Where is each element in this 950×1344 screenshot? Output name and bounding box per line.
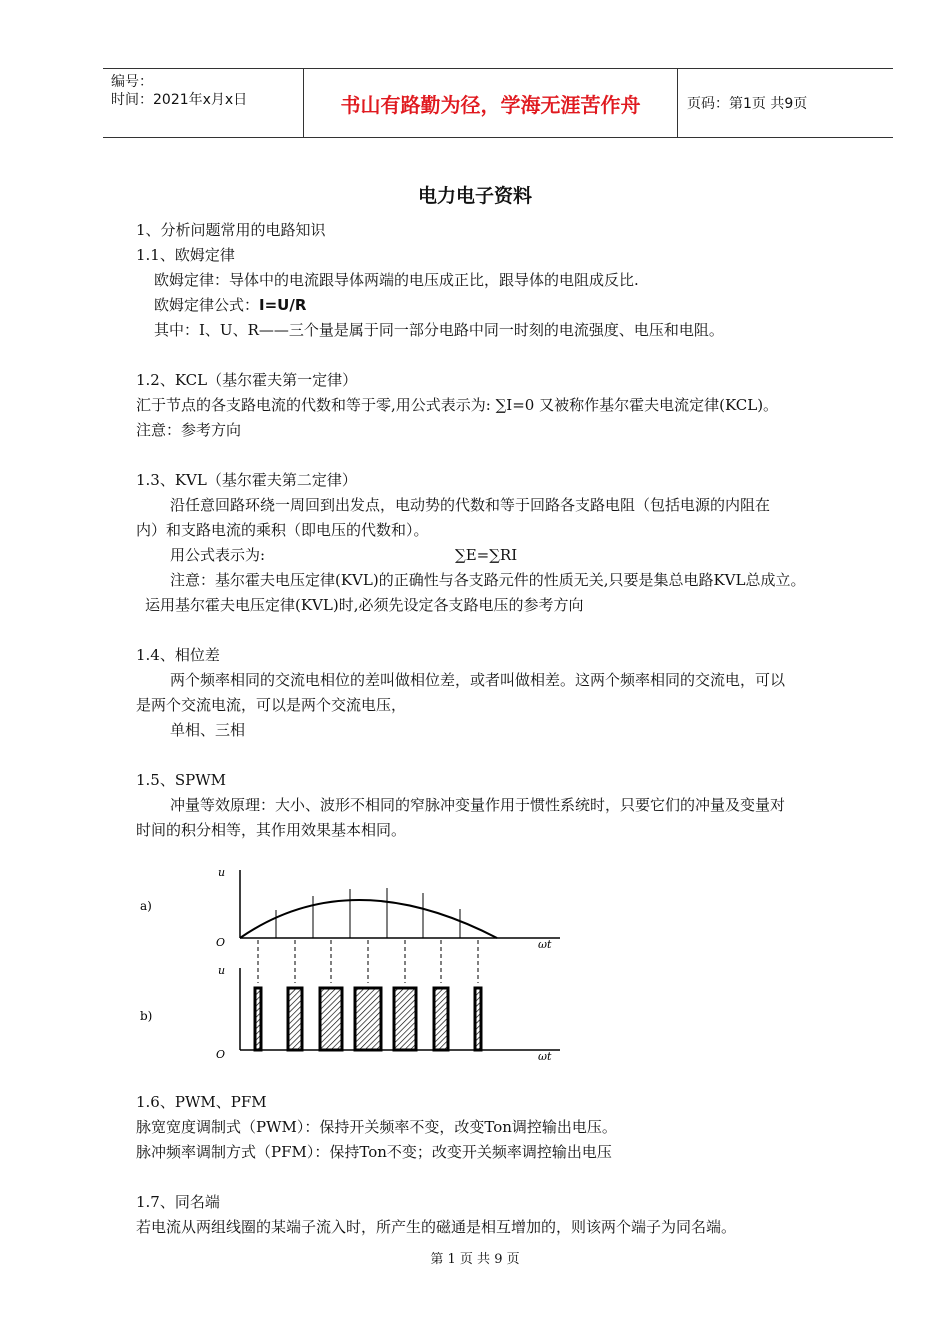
header-page-info: 页码：第1页 共9页 — [687, 96, 808, 112]
pwm-pulse — [355, 988, 381, 1050]
paragraph-line: 时间的积分相等，其作用效果基本相同。 — [136, 821, 407, 839]
axis-wt-label: ωt — [538, 1050, 552, 1063]
section-heading: 1.2、KCL（基尔霍夫第一定律） — [136, 371, 358, 389]
paragraph-line: 欧姆定律：导体中的电流跟导体两端的电压成正比，跟导体的电阻成反比. — [154, 271, 639, 289]
section-heading: 1、分析问题常用的电路知识 — [136, 221, 326, 239]
figure-label-a: a) — [140, 899, 152, 913]
pwm-pulse — [255, 988, 261, 1050]
figure-label-b: b) — [140, 1009, 153, 1023]
pwm-pulses — [255, 988, 481, 1050]
header-divider — [677, 69, 678, 137]
section-heading: 1.7、同名端 — [136, 1193, 220, 1211]
paragraph-line: 其中：I、U、R——三个量是属于同一部分电路中同一时刻的电流强度、电压和电阻。 — [154, 321, 724, 339]
paragraph-line: 单相、三相 — [170, 721, 246, 739]
axis-origin-label: O — [216, 1048, 226, 1061]
header-motto: 书山有路勤为径，学海无涯苦作舟 — [340, 92, 641, 117]
paragraph-line: 运用基尔霍夫电压定律(KVL)时,必须先设定各支路电压的参考方向 — [145, 596, 584, 614]
axis-u-label: u — [218, 964, 226, 977]
formula-label: 欧姆定律公式： — [154, 296, 260, 314]
pwm-pulse — [320, 988, 342, 1050]
axis-wt-label: ωt — [538, 938, 552, 951]
pwm-pulse — [475, 988, 481, 1050]
paragraph-line: 沿任意回路环绕一周回到出发点，电动势的代数和等于回路各支路电阻（包括电源的内阻在 — [170, 496, 771, 514]
section-heading: 1.4、相位差 — [136, 646, 220, 664]
paragraph-line: 冲量等效原理：大小、波形不相同的窄脉冲变量作用于惯性系统时，只要它们的冲量及变量对 — [170, 796, 786, 814]
page-footer: 第 1 页 共 9 页 — [430, 1252, 520, 1267]
kvl-formula: ∑E=∑RI — [455, 546, 518, 564]
section-heading: 1.5、SPWM — [136, 771, 227, 789]
document-title: 电力电子资料 — [417, 185, 532, 207]
paragraph-line: 若电流从两组线圈的某端子流入时，所产生的磁通是相互增加的，则该两个端子为同名端。 — [136, 1218, 737, 1236]
pwm-pulse — [394, 988, 416, 1050]
axis-u-label: u — [218, 866, 226, 879]
page-header — [103, 68, 893, 138]
section-heading: 1.1、欧姆定律 — [136, 246, 235, 264]
section-heading: 1.6、PWM、PFM — [136, 1093, 267, 1111]
header-meta — [103, 69, 303, 137]
header-date: 时间：2021年x月x日 — [111, 92, 248, 108]
sine-halfwave — [240, 900, 497, 938]
pwm-pulse — [288, 988, 302, 1050]
paragraph-line: 是两个交流电流，可以是两个交流电压， — [136, 696, 407, 714]
formula-label: 用公式表示为: — [170, 546, 266, 564]
paragraph-line: 两个频率相同的交流电相位的差叫做相位差，或者叫做相差。这两个频率相同的交流电，可以 — [170, 671, 786, 689]
sample-lines — [276, 888, 460, 938]
paragraph-line: 脉宽宽度调制式（PWM）：保持开关频率不变，改变Ton调控输出电压。 — [136, 1118, 617, 1136]
formula-line — [154, 295, 306, 315]
spwm-diagram — [130, 860, 590, 1070]
paragraph-line: 内）和支路电流的乘积（即电压的代数和）。 — [136, 521, 429, 539]
pwm-pulse — [434, 988, 448, 1050]
axis-origin-label: O — [216, 936, 226, 949]
ohm-formula: I=U/R — [259, 296, 307, 314]
projection-lines — [258, 940, 478, 983]
paragraph-line: 注意：参考方向 — [136, 421, 242, 439]
header-code-label: 编号： — [111, 74, 153, 90]
paragraph-line: 汇于节点的各支路电流的代数和等于零,用公式表示为: ∑I=0 又被称作基尔霍夫电流定律(KCL)。 — [136, 396, 779, 414]
paragraph-line: 注意：基尔霍夫电压定律(KVL)的正确性与各支路元件的性质无关,只要是集总电路KVL总成立。 — [170, 571, 806, 589]
paragraph-line: 脉冲频率调制方式（PFM）：保持Ton不变；改变开关频率调控输出电压 — [136, 1143, 612, 1161]
section-heading: 1.3、KVL（基尔霍夫第二定律） — [136, 471, 357, 489]
